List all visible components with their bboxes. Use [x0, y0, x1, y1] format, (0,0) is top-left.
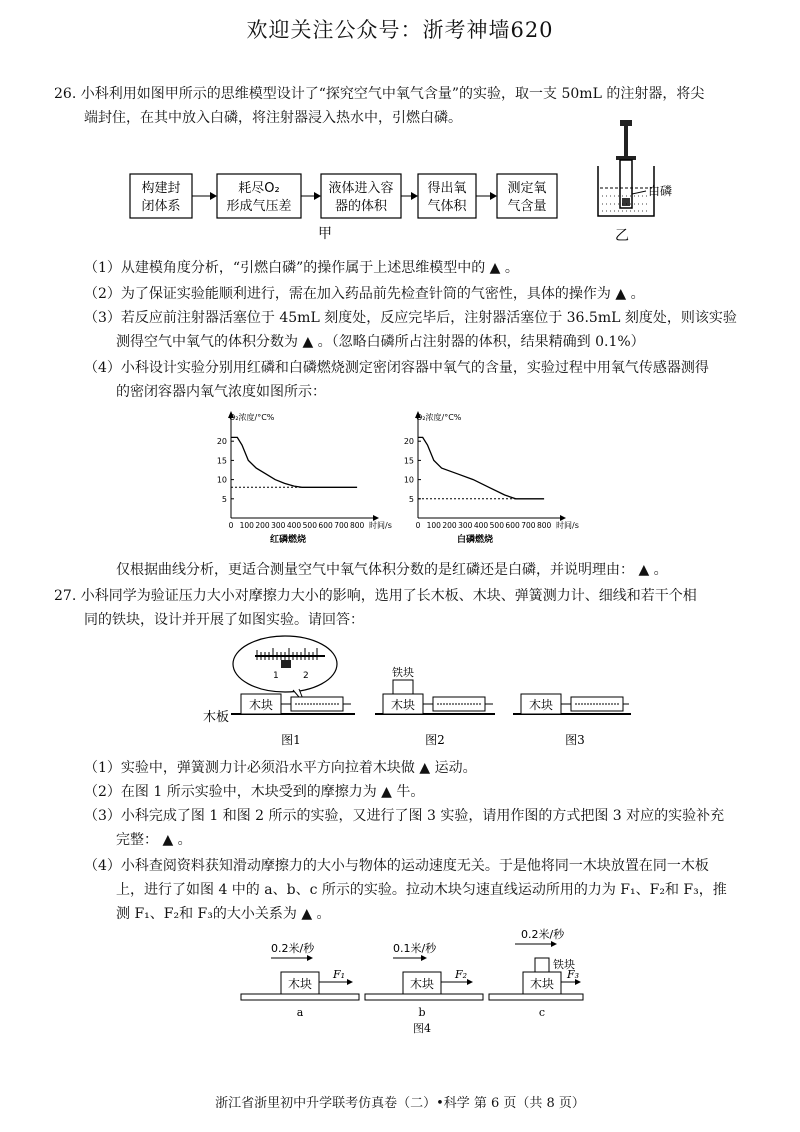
- x-tick-label: 400: [473, 521, 489, 530]
- figure-3-label: 图3: [565, 733, 585, 747]
- arrow-icon: [411, 192, 418, 200]
- muban-label: 木板: [203, 710, 230, 725]
- x-tick-label: 0: [228, 521, 234, 530]
- fig4c-iron-block: [535, 958, 549, 972]
- arrow-icon: [347, 979, 353, 985]
- q26-part3-line1: （3）若反应前注射器活塞位于 45mL 刻度处，反应完毕后，注射器活塞位于 36.5mL 刻度处，则该实验: [84, 310, 737, 326]
- arrow-icon: [307, 955, 313, 961]
- flow-box-3-line2: 器的体积: [334, 199, 388, 214]
- x-tick-label: 400: [286, 521, 302, 530]
- q26-intro-line2: 端封住，在其中放入白磷，将注射器浸入热水中，引燃白磷。: [84, 110, 462, 126]
- figure-4-label: 图4: [413, 1022, 431, 1035]
- y-axis-label: O₂浓度/°C%: [229, 413, 275, 422]
- y-tick-label: 20: [216, 437, 227, 447]
- q27-figure-4: [235, 926, 585, 1036]
- fig4a-block-label: 木块: [287, 977, 313, 991]
- q27-part4-line1: （4）小科查阅资料获知滑动摩擦力的大小与物体的运动速度无关。于是他将同一木块放置在同一木板: [84, 858, 709, 874]
- q27-figures-1-3: [195, 634, 635, 752]
- y-tick-label: 20: [403, 437, 414, 447]
- x-tick-label: 500: [302, 521, 317, 530]
- flow-box-4-line1: 得出氧: [427, 181, 467, 196]
- fig4a-speed: 0.2米/秒: [271, 942, 315, 955]
- q26-conclusion: 仅根据曲线分析，更适合测量空气中氧气体积分数的是红磷还是白磷，并说明理由： ▲ 。: [116, 562, 668, 578]
- chart-title: 白磷燃烧: [456, 535, 494, 545]
- x-tick-label: 800: [536, 521, 552, 530]
- fig4c-speed: 0.2米/秒: [521, 928, 565, 941]
- chart-white-phosphorus: [392, 408, 582, 548]
- x-tick-label: 300: [271, 521, 286, 530]
- x-tick-label: 200: [255, 521, 270, 530]
- flow-box-1-line1: 构建封: [141, 181, 181, 196]
- fig4c-iron-label: 铁块: [553, 958, 575, 971]
- x-tick-label: 800: [349, 521, 365, 530]
- fig4a-force: F₁: [333, 968, 346, 981]
- fig4a-label: a: [296, 1006, 304, 1019]
- baixin-label: 白磷: [648, 184, 673, 198]
- syringe-apparatus: [598, 120, 672, 244]
- fig4c-force: F₃: [567, 968, 580, 981]
- q26-part2: （2）为了保证实验能顺利进行，需在加入药品前先检查针筒的气密性，具体的操作为 ▲ 。: [84, 286, 645, 302]
- fig4c-label: c: [538, 1006, 546, 1019]
- fig4a-board: [241, 994, 359, 1000]
- x-tick-label: 600: [318, 521, 333, 530]
- fig4c-block-label: 木块: [529, 977, 555, 991]
- arrow-icon: [421, 955, 427, 961]
- y-tick-label: 10: [216, 475, 227, 485]
- y-tick-label: 10: [403, 475, 414, 485]
- block-fig3-label: 木块: [528, 698, 554, 712]
- arrow-icon: [551, 941, 557, 947]
- iron-block-fig2: [393, 680, 413, 694]
- fig4b-speed: 0.1米/秒: [393, 942, 437, 955]
- y-tick-label: 5: [408, 494, 414, 504]
- q27-part3-line1: （3）小科完成了图 1 和图 2 所示的实验，又进行了图 3 实验，请用作图的方式把图 3 对应的实验补充: [84, 808, 725, 824]
- q27-part2: （2）在图 1 所示实验中，木块受到的摩擦力为 ▲ 牛。: [84, 784, 425, 800]
- x-axis-label: 时间/s: [369, 521, 392, 530]
- q27-intro-line1: 27. 小科同学为验证压力大小对摩擦力大小的影响，选用了长木板、木块、弹簧测力计、细线和若干个相: [54, 588, 697, 604]
- svg-text:2: 2: [303, 671, 309, 681]
- x-tick-label: 600: [505, 521, 520, 530]
- oxygen-curve: [418, 437, 544, 498]
- flow-box-1-line2: 闭体系: [141, 199, 181, 214]
- flow-box-5-line1: 测定氧: [507, 181, 547, 196]
- x-tick-label: 200: [442, 521, 457, 530]
- arrow-icon: [490, 192, 497, 200]
- figure-jia-label: 甲: [318, 226, 332, 242]
- y-tick-label: 5: [221, 494, 227, 504]
- block-fig1-label: 木块: [248, 698, 274, 712]
- flow-box-4-line2: 气体积: [427, 199, 467, 214]
- x-tick-label: 100: [239, 521, 254, 530]
- figure-1-label: 图1: [281, 733, 301, 747]
- q27-part3-line2: 完整： ▲ 。: [116, 832, 192, 848]
- fig4b-block-label: 木块: [409, 977, 435, 991]
- arrow-icon: [210, 192, 217, 200]
- flow-box-5-line2: 气含量: [507, 199, 547, 214]
- x-axis-label: 时间/s: [556, 521, 579, 530]
- page-footer: 浙江省浙里初中升学联考仿真卷（二）•科学 第 6 页（共 8 页）: [215, 1096, 585, 1111]
- x-tick-label: 500: [489, 521, 504, 530]
- page-header: 欢迎关注公众号：浙考神墙620: [246, 18, 554, 42]
- fig4b-board: [365, 994, 483, 1000]
- x-tick-label: 700: [334, 521, 349, 530]
- arrow-icon: [467, 979, 473, 985]
- y-tick-label: 15: [403, 456, 414, 466]
- figure-yi-label: 乙: [615, 228, 629, 244]
- arrow-icon: [314, 192, 321, 200]
- q26-part3-line2: 测得空气中氧气的体积分数为 ▲ 。（忽略白磷所占注射器的体积，结果精确到 0.1%）: [116, 334, 645, 350]
- chart-title: 红磷燃烧: [269, 535, 307, 545]
- figure-2-label: 图2: [425, 733, 445, 747]
- fig4b-force: F₂: [455, 968, 468, 981]
- fig4b-label: b: [418, 1006, 426, 1019]
- q26-part4-line1: （4）小科设计实验分别用红磷和白磷燃烧测定密闭容器中氧气的含量，实验过程中用氧气传感器测得: [84, 360, 709, 376]
- fig4c-board: [489, 994, 583, 1000]
- y-axis-label: O₂浓度/°C%: [416, 413, 462, 422]
- block-fig2-label: 木块: [390, 698, 416, 712]
- flow-box-2-line1: 耗尽O₂: [238, 181, 280, 196]
- q26-flow-diagram: [120, 118, 720, 248]
- q27-part4-line3: 测 F₁、F₂和 F₃的大小关系为 ▲ 。: [116, 906, 331, 922]
- x-tick-label: 0: [415, 521, 421, 530]
- x-tick-label: 100: [426, 521, 441, 530]
- q26-part4-line2: 的密闭容器内氧气浓度如图所示：: [116, 384, 326, 400]
- flow-box-3-line1: 液体进入容: [328, 181, 394, 196]
- x-tick-label: 700: [521, 521, 536, 530]
- chart-red-phosphorus: [205, 408, 395, 548]
- q27-intro-line2: 同的铁块，设计并开展了如图实验。请回答：: [84, 612, 364, 628]
- q27-part1: （1）实验中，弹簧测力计必须沿水平方向拉着木块做 ▲ 运动。: [84, 760, 477, 776]
- svg-text:1: 1: [273, 671, 279, 681]
- iron-block-label: 铁块: [392, 666, 414, 679]
- oxygen-curve: [231, 437, 357, 487]
- x-tick-label: 300: [458, 521, 473, 530]
- flow-box-2-line2: 形成气压差: [226, 199, 292, 214]
- q26-intro-line1: 26. 小科利用如图甲所示的思维模型设计了“探究空气中氧气含量”的实验，取一支 50mL 的注射器，将尖: [54, 86, 705, 102]
- q26-part1: （1）从建模角度分析，“引燃白磷”的操作属于上述思维模型中的 ▲ 。: [84, 260, 519, 276]
- q27-part4-line2: 上，进行了如图 4 中的 a、b、c 所示的实验。拉动木块匀速直线运动所用的力为 F₁、F₂和 F₃，推: [116, 882, 727, 898]
- y-tick-label: 15: [216, 456, 227, 466]
